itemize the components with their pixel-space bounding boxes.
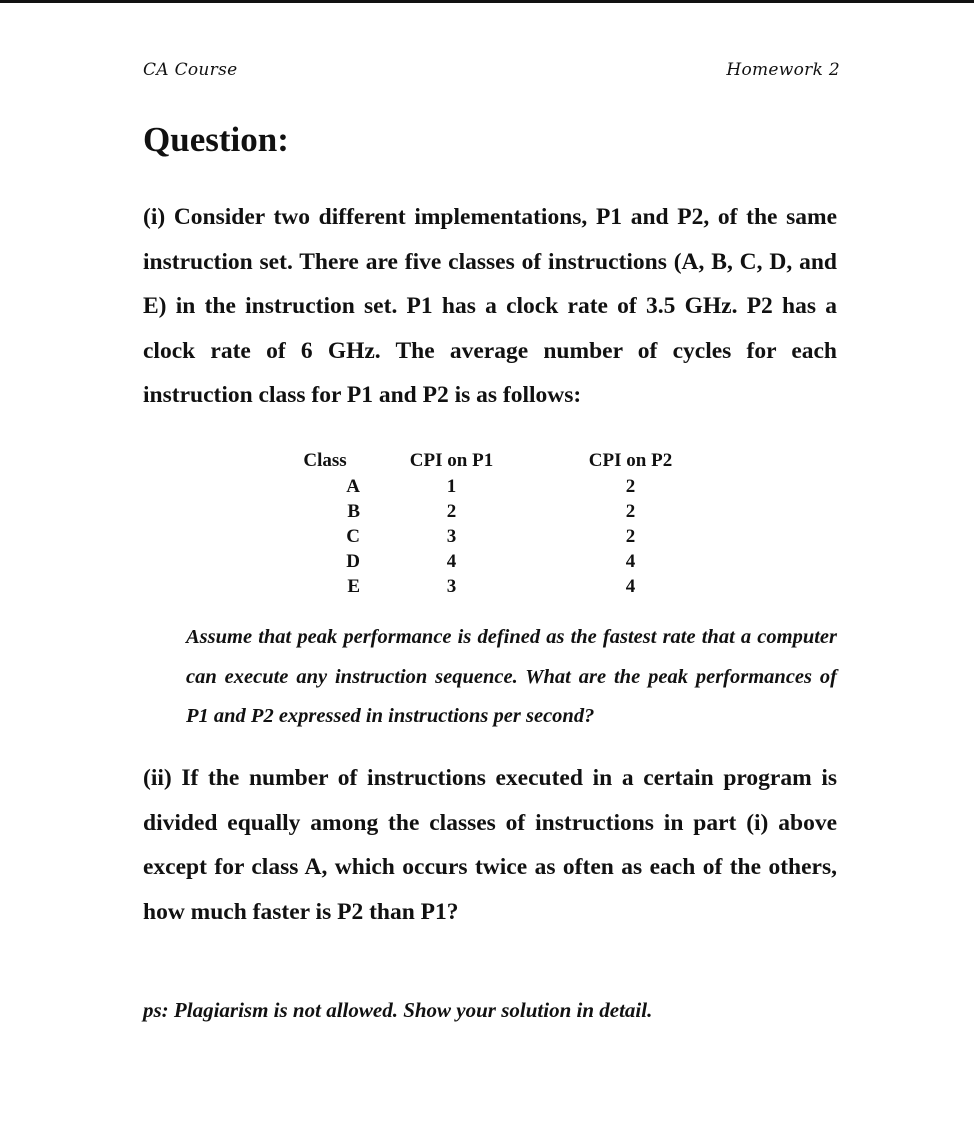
class-cell: B [347, 501, 360, 522]
class-cell: C [346, 526, 360, 547]
cpi-p2-cell: 4 [625, 576, 636, 597]
cpi-p1-cell: 4 [446, 551, 457, 572]
top-border [0, 0, 974, 3]
class-cell: E [347, 576, 360, 597]
course-header: CA Course [143, 60, 238, 80]
cpi-table [290, 447, 718, 599]
postscript-note: ps: Plagiarism is not allowed. Show your solution in detail. [143, 998, 653, 1022]
class-cell: D [346, 551, 360, 572]
cpi-p1-cell: 2 [446, 501, 457, 522]
header-class: Class [303, 450, 347, 471]
question-part-i: (i) Consider two different implementations, P1 and P2, of the same instruction set. There are five classes of instructions (A, B, C, D, and E) in the instruction set. P1 has a clock rate of 3.5 GHz. P2 has a clock rate of 6 GHz. The average number of cycles for each instruction class for P1 and P2 is as follows: [143, 204, 837, 408]
cpi-p1-cell: 3 [446, 526, 457, 547]
table-row [290, 474, 718, 499]
table-row [290, 499, 718, 524]
class-cell: A [346, 476, 360, 497]
table-row [290, 524, 718, 549]
table-header-row [290, 447, 718, 474]
header-cpi-p1: CPI on P1 [409, 450, 494, 471]
assumption-paragraph: Assume that peak performance is defined as the fastest rate that a computer can execute any instruction sequence. What are the peak performances of P1 and P2 expressed in instructions per second? [186, 626, 837, 727]
header-cpi-p2: CPI on P2 [588, 450, 673, 471]
table-row [290, 549, 718, 574]
cpi-p1-cell: 1 [446, 476, 457, 497]
table-row [290, 574, 718, 599]
cpi-p2-cell: 2 [625, 476, 636, 497]
question-part-ii: (ii) If the number of instructions executed in a certain program is divided equally among the classes of instructions in part (i) above except for class A, which occurs twice as often as each of the others, how much faster is P2 than P1? [143, 765, 837, 925]
cpi-p2-cell: 4 [625, 551, 636, 572]
cpi-p2-cell: 2 [625, 526, 636, 547]
page-title: Question: [143, 120, 289, 159]
cpi-p1-cell: 3 [446, 576, 457, 597]
cpi-p2-cell: 2 [625, 501, 636, 522]
homework-header: Homework 2 [726, 60, 840, 80]
